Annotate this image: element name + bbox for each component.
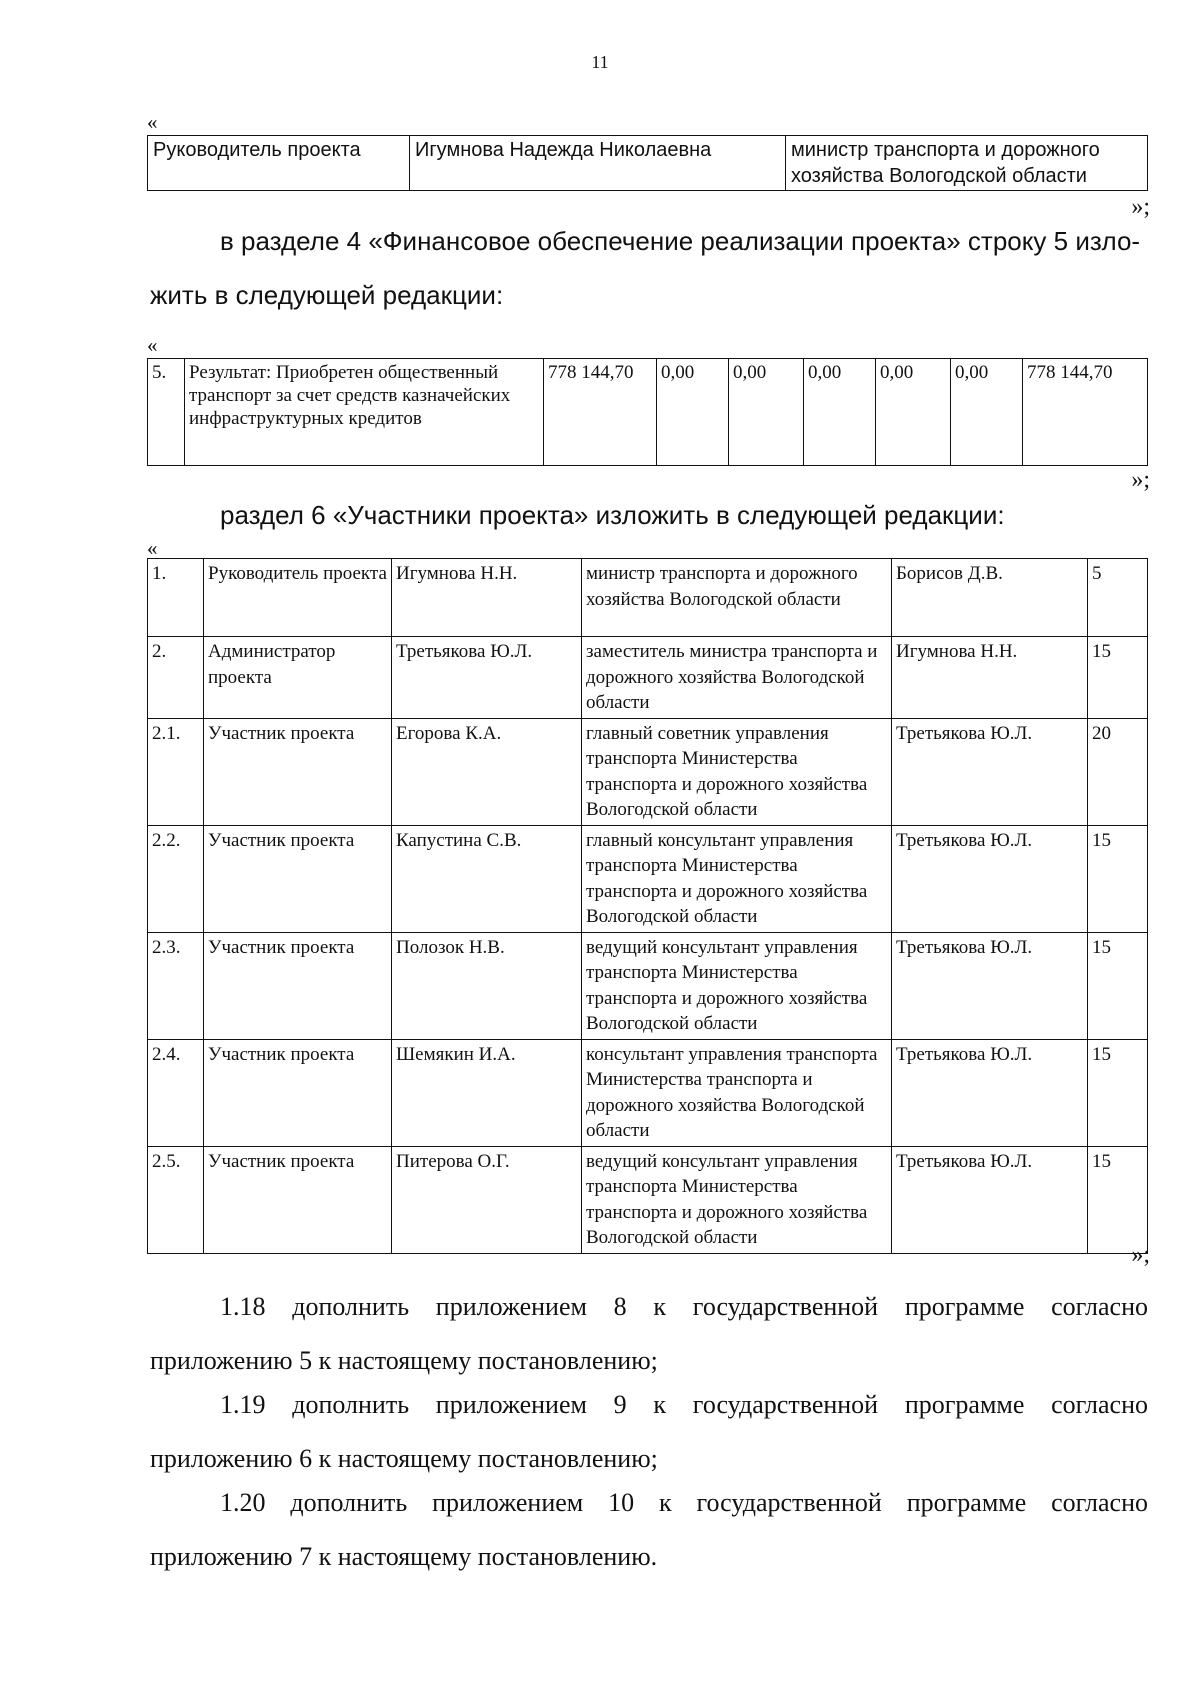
participant-position: заместитель министра транспорта и дорожного хозяйства Вологодской области — [582, 637, 892, 719]
participant-supervisor: Третьякова Ю.Л. — [892, 1146, 1088, 1253]
table-row — [148, 1146, 1148, 1253]
participant-name: Полозок Н.В. — [392, 932, 582, 1039]
paragraph-section4-line1: в разделе 4 «Финансовое обеспечение реализации проекта» строку 5 изло- — [220, 226, 1141, 256]
value-cell: 0,00 — [804, 359, 876, 466]
item-1-18: 1.18 дополнить приложением 8 к государственной программе согласно приложению 5 к настоящему постановлению; — [150, 1292, 1148, 1375]
value-cell: 0,00 — [951, 359, 1023, 466]
participant-load: 15 — [1088, 637, 1148, 719]
position: министр транспорта и дорожного хозяйства Вологодской области — [786, 136, 1148, 191]
table-row — [148, 718, 1148, 825]
result-name: Результат: Приобретен общественный транспорт за счет средств казначейских инфраструктурных кредитов — [185, 359, 544, 466]
table-row — [148, 1039, 1148, 1146]
row-number: 2.5. — [148, 1146, 204, 1253]
participant-load: 15 — [1088, 1146, 1148, 1253]
participant-load: 15 — [1088, 1039, 1148, 1146]
row-number: 2.1. — [148, 718, 204, 825]
participant-name: Капустина С.В. — [392, 825, 582, 932]
participant-position: консультант управления транспорта Министерства транспорта и дорожного хозяйства Вологодской области — [582, 1039, 892, 1146]
quote-open: « — [147, 536, 158, 560]
table-row — [148, 559, 1148, 637]
participant-name: Шемякин И.А. — [392, 1039, 582, 1146]
value-cell: 0,00 — [876, 359, 951, 466]
table-row — [148, 932, 1148, 1039]
participant-position: главный консультант управления транспорта Министерства транспорта и дорожного хозяйства Вологодской области — [582, 825, 892, 932]
participant-position: ведущий консультант управления транспорта Министерства транспорта и дорожного хозяйства Вологодской области — [582, 1146, 892, 1253]
value-cell: 0,00 — [657, 359, 729, 466]
table-row — [148, 637, 1148, 719]
participant-position: ведущий консультант управления транспорта Министерства транспорта и дорожного хозяйства Вологодской области — [582, 932, 892, 1039]
participants-table — [147, 558, 1148, 1254]
quote-open: « — [147, 110, 158, 134]
participant-load: 20 — [1088, 718, 1148, 825]
value-cell: 778 144,70 — [1023, 359, 1148, 466]
participant-name: Питерова О.Г. — [392, 1146, 582, 1253]
value-cell: 778 144,70 — [544, 359, 657, 466]
participant-name: Третьякова Ю.Л. — [392, 637, 582, 719]
participant-role: Участник проекта — [204, 1039, 392, 1146]
participant-supervisor: Третьякова Ю.Л. — [892, 825, 1088, 932]
paragraph-section6: раздел 6 «Участники проекта» изложить в следующей редакции: — [220, 500, 1005, 530]
table-row — [148, 825, 1148, 932]
participant-role: Участник проекта — [204, 825, 392, 932]
participant-name: Егорова К.А. — [392, 718, 582, 825]
participant-role: Участник проекта — [204, 718, 392, 825]
participant-role: Участник проекта — [204, 1146, 392, 1253]
value-cell: 0,00 — [729, 359, 804, 466]
item-1-20: 1.20 дополнить приложением 10 к государственной программе согласно приложению 7 к настоящему постановлению. — [150, 1488, 1148, 1571]
person-name: Игумнова Надежда Николаевна — [410, 136, 786, 191]
row-number: 2.3. — [148, 932, 204, 1039]
finance-table — [147, 358, 1148, 466]
participant-position: главный советник управления транспорта Министерства транспорта и дорожного хозяйства Вологодской области — [582, 718, 892, 825]
participant-supervisor: Третьякова Ю.Л. — [892, 1039, 1088, 1146]
participant-role: Участник проекта — [204, 932, 392, 1039]
table-row — [148, 359, 1148, 466]
row-number: 2. — [148, 637, 204, 719]
participant-load: 15 — [1088, 932, 1148, 1039]
project-head-table — [147, 135, 1148, 191]
participant-load: 5 — [1088, 559, 1148, 637]
row-number: 5. — [148, 359, 185, 466]
participant-role: Администратор проекта — [204, 637, 392, 719]
page-number: 11 — [591, 52, 609, 72]
participant-name: Игумнова Н.Н. — [392, 559, 582, 637]
participant-supervisor: Третьякова Ю.Л. — [892, 932, 1088, 1039]
quote-close: »; — [1131, 467, 1150, 493]
row-number: 1. — [148, 559, 204, 637]
item-1-19: 1.19 дополнить приложением 9 к государственной программе согласно приложению 6 к настоящему постановлению; — [150, 1390, 1148, 1473]
row-number: 2.2. — [148, 825, 204, 932]
participant-position: министр транспорта и дорожного хозяйства Вологодской области — [582, 559, 892, 637]
participant-role: Руководитель проекта — [204, 559, 392, 637]
quote-close: »; — [1131, 194, 1150, 220]
participant-load: 15 — [1088, 825, 1148, 932]
role-label: Руководитель проекта — [148, 136, 410, 191]
participant-supervisor: Игумнова Н.Н. — [892, 637, 1088, 719]
quote-close: »; — [1131, 1242, 1150, 1268]
table-row — [148, 136, 1148, 191]
participant-supervisor: Третьякова Ю.Л. — [892, 718, 1088, 825]
quote-open: « — [147, 333, 158, 357]
row-number: 2.4. — [148, 1039, 204, 1146]
paragraph-section4-line2: жить в следующей редакции: — [150, 280, 504, 310]
participant-supervisor: Борисов Д.В. — [892, 559, 1088, 637]
